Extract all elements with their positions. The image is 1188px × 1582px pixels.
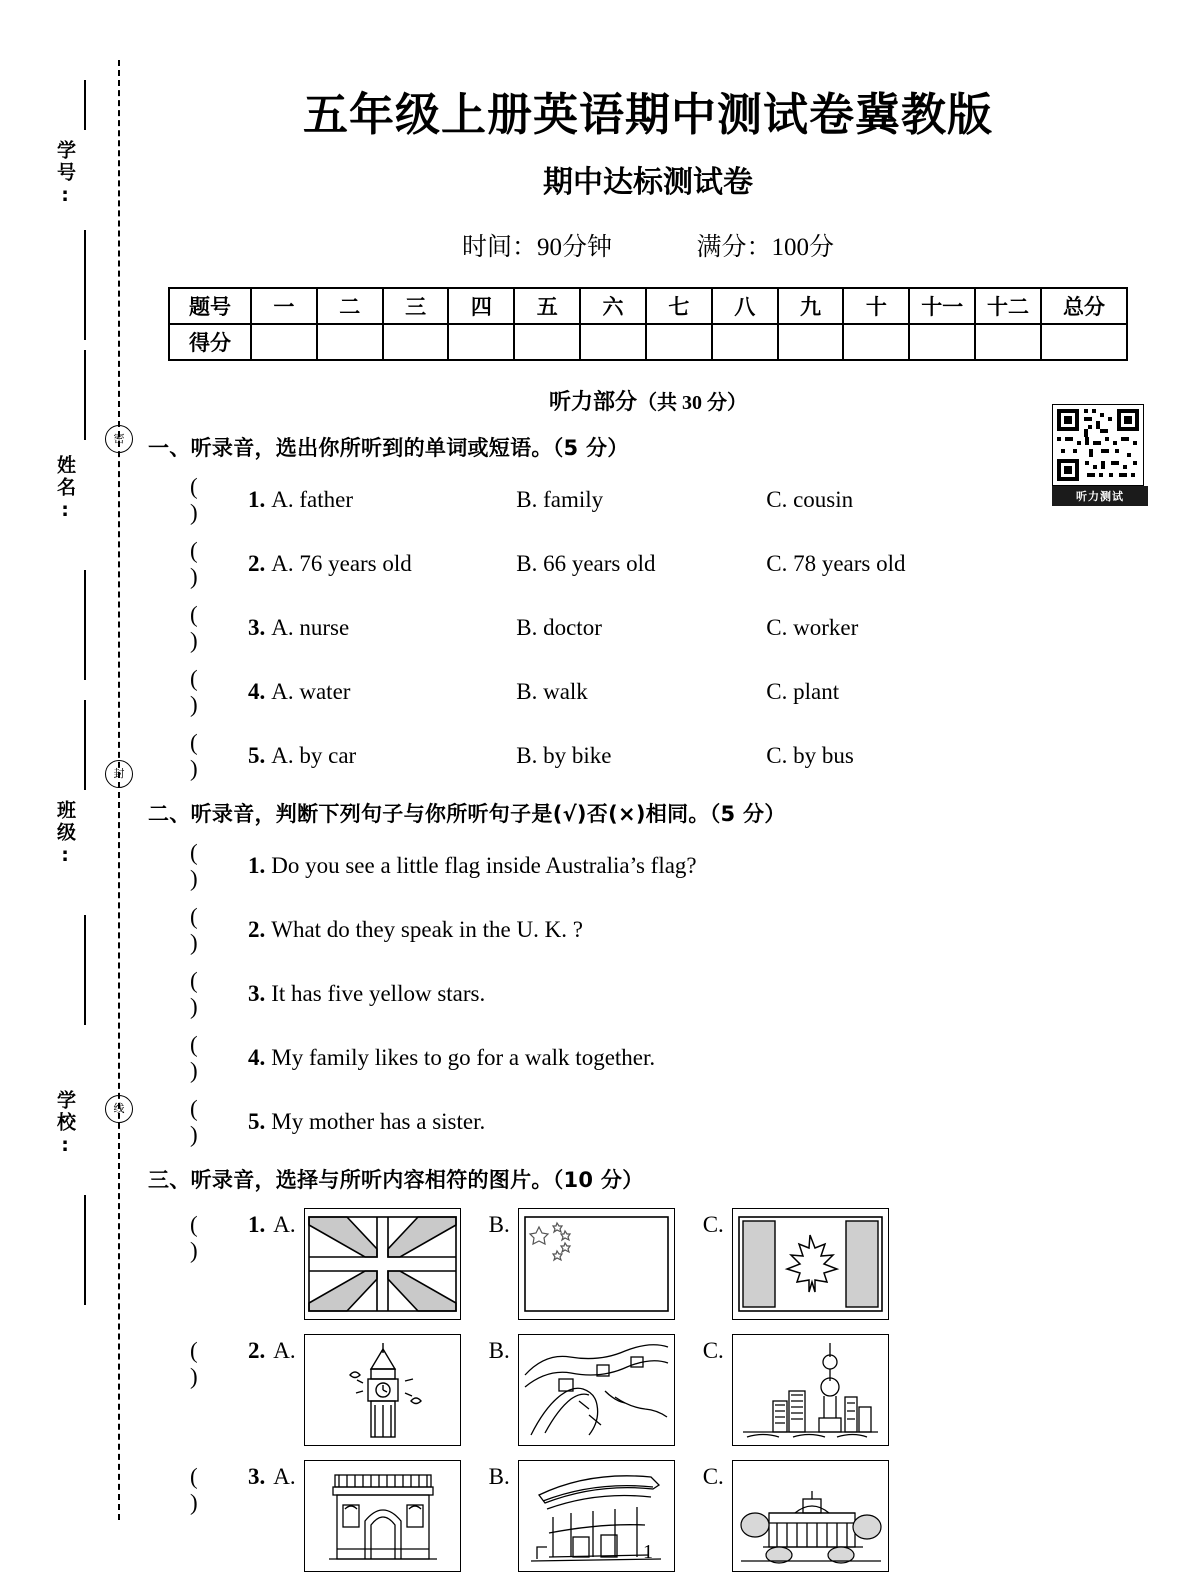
- answer-blank[interactable]: ( ): [190, 840, 228, 891]
- score-value-11[interactable]: [909, 324, 975, 360]
- canada-flag-icon[interactable]: [732, 1208, 889, 1320]
- item-number: 3.: [248, 981, 266, 1006]
- score-value-total[interactable]: [1041, 324, 1127, 360]
- exam-paper: [148, 0, 1148, 1582]
- list-item[interactable]: [148, 1208, 1148, 1320]
- answer-blank[interactable]: ( ): [190, 1464, 228, 1515]
- question-2-heading: 二、听录音，判断下列句子与你所听句子是(√)否(×)相同。（5 分）: [148, 802, 786, 826]
- question-3-items: [148, 1208, 1148, 1572]
- margin-rule-1: [84, 80, 86, 130]
- score-col-4: 四: [448, 288, 514, 324]
- score-value-7[interactable]: [646, 324, 712, 360]
- option-b-label: B.: [488, 1338, 510, 1363]
- answer-blank[interactable]: ( ): [190, 474, 228, 525]
- option-c-label: C.: [702, 1464, 724, 1489]
- seal-mark-2: 封: [105, 760, 133, 788]
- margin-rule-7: [84, 1195, 86, 1305]
- answer-blank[interactable]: ( ): [190, 1096, 228, 1147]
- margin-rule-4: [84, 570, 86, 680]
- shanghai-skyline-icon[interactable]: [732, 1334, 889, 1446]
- item-number: 1.: [248, 487, 266, 512]
- list-item[interactable]: [148, 1032, 1148, 1084]
- score-table: [168, 287, 1128, 361]
- option-c[interactable]: C. worker: [766, 615, 859, 640]
- margin-dashed-line: [118, 60, 120, 1520]
- sentence-text: My family likes to go for a walk together.: [271, 1045, 656, 1070]
- option-b[interactable]: B. 66 years old: [516, 551, 656, 576]
- score-col-10: 十: [843, 288, 909, 324]
- margin-rule-2: [84, 230, 86, 340]
- answer-blank[interactable]: ( ): [190, 1338, 228, 1389]
- item-number: 2.: [248, 917, 266, 942]
- item-number: 4.: [248, 1045, 266, 1070]
- listening-section-title: [148, 385, 1148, 416]
- answer-blank[interactable]: ( ): [190, 1032, 228, 1083]
- option-a[interactable]: A. nurse: [271, 615, 350, 640]
- score-col-3: 三: [383, 288, 449, 324]
- margin-label-school: 学校:: [54, 1090, 76, 1159]
- list-item[interactable]: [148, 1096, 1148, 1148]
- option-c[interactable]: C. cousin: [766, 487, 854, 512]
- score-value-3[interactable]: [383, 324, 449, 360]
- page-number: 1: [643, 1541, 653, 1563]
- option-b[interactable]: B. family: [516, 487, 604, 512]
- question-1-heading: 一、听录音，选出你所听到的单词或短语。（5 分）: [148, 436, 629, 460]
- sentence-text: It has five yellow stars.: [271, 981, 486, 1006]
- left-margin: [0, 0, 130, 1582]
- union-jack-flag-icon[interactable]: [304, 1208, 461, 1320]
- margin-label-student-id: 学号:: [54, 140, 76, 209]
- option-c[interactable]: C. 78 years old: [766, 551, 906, 576]
- list-item[interactable]: [148, 904, 1148, 956]
- exam-full-score: 满分：100分: [696, 234, 835, 261]
- page-title: 五年级上册英语期中测试卷冀教版: [302, 88, 993, 141]
- score-table-row-label-1: 得分: [169, 324, 251, 360]
- answer-blank[interactable]: ( ): [190, 538, 228, 589]
- margin-label-name: 姓名:: [54, 455, 76, 524]
- score-value-1[interactable]: [251, 324, 317, 360]
- list-item[interactable]: [148, 666, 1148, 718]
- score-col-7: 七: [646, 288, 712, 324]
- score-value-5[interactable]: [514, 324, 580, 360]
- score-table-row-label-0: 题号: [169, 288, 251, 324]
- score-value-10[interactable]: [843, 324, 909, 360]
- list-item[interactable]: [148, 602, 1148, 654]
- answer-blank[interactable]: ( ): [190, 730, 228, 781]
- seal-mark-1: 密: [105, 425, 133, 453]
- score-col-11: 十一: [909, 288, 975, 324]
- item-number: 2.: [248, 551, 266, 576]
- option-a[interactable]: A. by car: [271, 743, 357, 768]
- score-col-1: 一: [251, 288, 317, 324]
- list-item[interactable]: [148, 1334, 1148, 1446]
- score-col-12: 十二: [975, 288, 1041, 324]
- list-item[interactable]: [148, 840, 1148, 892]
- option-a-label: A.: [273, 1338, 296, 1363]
- score-value-12[interactable]: [975, 324, 1041, 360]
- option-a[interactable]: A. water: [271, 679, 351, 704]
- score-col-6: 六: [580, 288, 646, 324]
- answer-blank[interactable]: ( ): [190, 666, 228, 717]
- exam-time: 时间：90分钟: [461, 234, 612, 261]
- item-number: 2.: [248, 1338, 266, 1363]
- question-3-heading: 三、听录音，选择与所听内容相符的图片。（10 分）: [148, 1168, 644, 1192]
- margin-rule-5: [84, 700, 86, 790]
- answer-blank[interactable]: ( ): [190, 904, 228, 955]
- answer-blank[interactable]: ( ): [190, 602, 228, 653]
- seal-mark-3: 线: [105, 1095, 133, 1123]
- question-1-items: [148, 474, 1148, 782]
- big-ben-icon[interactable]: [304, 1334, 461, 1446]
- score-col-total: 总分: [1041, 288, 1127, 324]
- answer-blank[interactable]: ( ): [190, 968, 228, 1019]
- list-item[interactable]: [148, 474, 1148, 526]
- score-value-8[interactable]: [712, 324, 778, 360]
- option-c[interactable]: C. plant: [766, 679, 840, 704]
- score-value-6[interactable]: [580, 324, 646, 360]
- listening-title-text: 听力部分: [548, 390, 637, 415]
- option-c-label: C.: [702, 1338, 724, 1363]
- question-2-items: [148, 840, 1148, 1148]
- item-number: 5.: [248, 1109, 266, 1134]
- item-number: 4.: [248, 679, 266, 704]
- option-c[interactable]: C. by bus: [766, 743, 854, 768]
- margin-rule-3: [84, 350, 86, 440]
- page-subtitle: 期中达标测试卷: [543, 165, 753, 200]
- sentence-text: My mother has a sister.: [271, 1109, 486, 1134]
- score-col-5: 五: [514, 288, 580, 324]
- answer-blank[interactable]: ( ): [190, 1212, 228, 1263]
- score-table-header-row: [169, 288, 1127, 324]
- score-col-9: 九: [778, 288, 844, 324]
- qr-caption: 听力测试: [1052, 486, 1148, 506]
- listening-title-points: （共 30 分）: [637, 392, 747, 414]
- score-col-2: 二: [317, 288, 383, 324]
- sentence-text: Do you see a little flag inside Australia’s flag?: [271, 853, 697, 878]
- option-a[interactable]: A. 76 years old: [271, 551, 412, 576]
- option-b-label: B.: [488, 1212, 510, 1237]
- option-a-label: A.: [273, 1464, 296, 1489]
- exam-meta: [148, 227, 1148, 263]
- margin-rule-6: [84, 915, 86, 1025]
- qr-code-icon[interactable]: [1052, 404, 1144, 486]
- item-number: 3.: [248, 615, 266, 640]
- option-c-label: C.: [702, 1212, 724, 1237]
- option-b[interactable]: B. doctor: [516, 615, 602, 640]
- china-flag-icon[interactable]: [518, 1208, 675, 1320]
- score-value-2[interactable]: [317, 324, 383, 360]
- item-number: 5.: [248, 743, 266, 768]
- item-number: 1.: [248, 1212, 266, 1237]
- score-col-8: 八: [712, 288, 778, 324]
- list-item[interactable]: [148, 538, 1148, 590]
- option-b[interactable]: B. by bike: [516, 743, 612, 768]
- great-wall-icon[interactable]: [518, 1334, 675, 1446]
- score-value-9[interactable]: [778, 324, 844, 360]
- score-value-4[interactable]: [448, 324, 514, 360]
- score-table-value-row: [169, 324, 1127, 360]
- option-a-label: A.: [273, 1212, 296, 1237]
- margin-label-class: 班级:: [54, 800, 76, 869]
- item-number: 1.: [248, 853, 266, 878]
- list-item[interactable]: [148, 968, 1148, 1020]
- item-number: 3.: [248, 1464, 266, 1489]
- option-b[interactable]: B. walk: [516, 679, 588, 704]
- option-b-label: B.: [488, 1464, 510, 1489]
- sentence-text: What do they speak in the U. K. ?: [271, 917, 583, 942]
- option-a[interactable]: A. father: [271, 487, 353, 512]
- listening-qr-block[interactable]: [1052, 404, 1148, 508]
- list-item[interactable]: [148, 730, 1148, 782]
